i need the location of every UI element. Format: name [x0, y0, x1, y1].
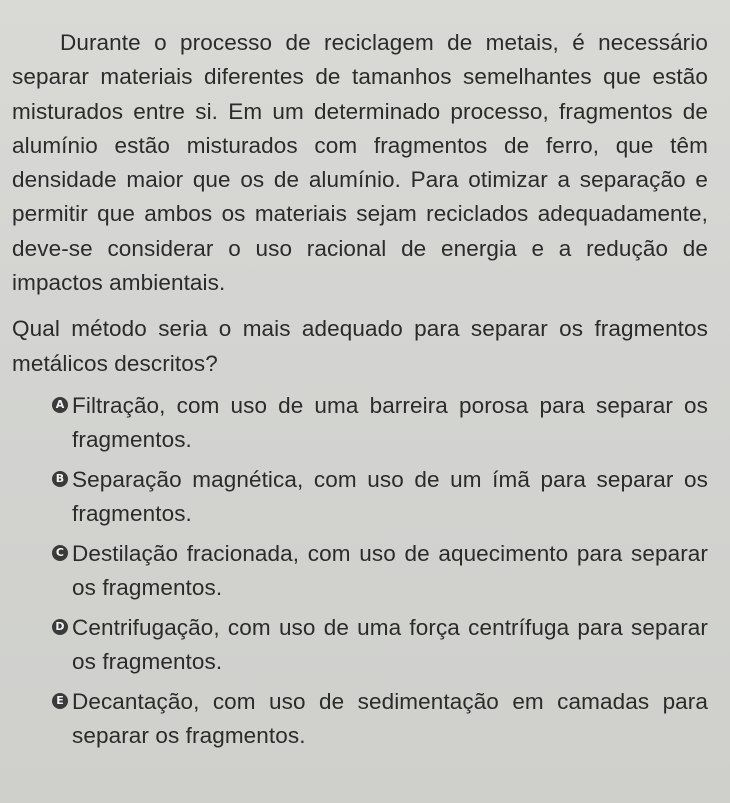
answer-options [12, 389, 708, 752]
option-a-letter-badge: A [52, 397, 68, 413]
question-prompt: Qual método seria o mais adequado para separar os fragmentos metálicos descritos? [12, 316, 708, 376]
option-e-text: Decantação, com uso de sedimentação em camadas para separar os fragmentos. [72, 689, 708, 748]
option-c-text: Destilação fracionada, com uso de aquecimento para separar os fragmentos. [72, 541, 708, 600]
option-e-letter-badge: E [52, 693, 68, 709]
option-d[interactable] [12, 611, 708, 678]
option-e[interactable] [12, 685, 708, 752]
option-b[interactable] [12, 463, 708, 530]
question-stem: Durante o processo de reciclagem de metais, é necessário separar materiais diferentes de tamanhos semelhantes que estão misturados entre si. Em um determinado processo, fragmentos de alumínio estão misturados com fragmentos de ferro, que têm densidade maior que os de alumínio. Para otimizar a separação e permitir que ambos os materiais sejam reciclados adequadamente, deve-se considerar o uso racional de energia e a redução de impactos ambientais. [12, 30, 708, 296]
option-d-text: Centrifugação, com uso de uma força centrífuga para separar os fragmentos. [72, 615, 708, 674]
option-b-letter-badge: B [52, 471, 68, 487]
option-c[interactable] [12, 537, 708, 604]
option-a[interactable] [12, 389, 708, 456]
option-d-letter-badge: D [52, 619, 68, 635]
option-c-letter-badge: C [52, 545, 68, 561]
option-b-text: Separação magnética, com uso de um ímã para separar os fragmentos. [72, 467, 708, 526]
option-a-text: Filtração, com uso de uma barreira porosa para separar os fragmentos. [72, 393, 708, 452]
